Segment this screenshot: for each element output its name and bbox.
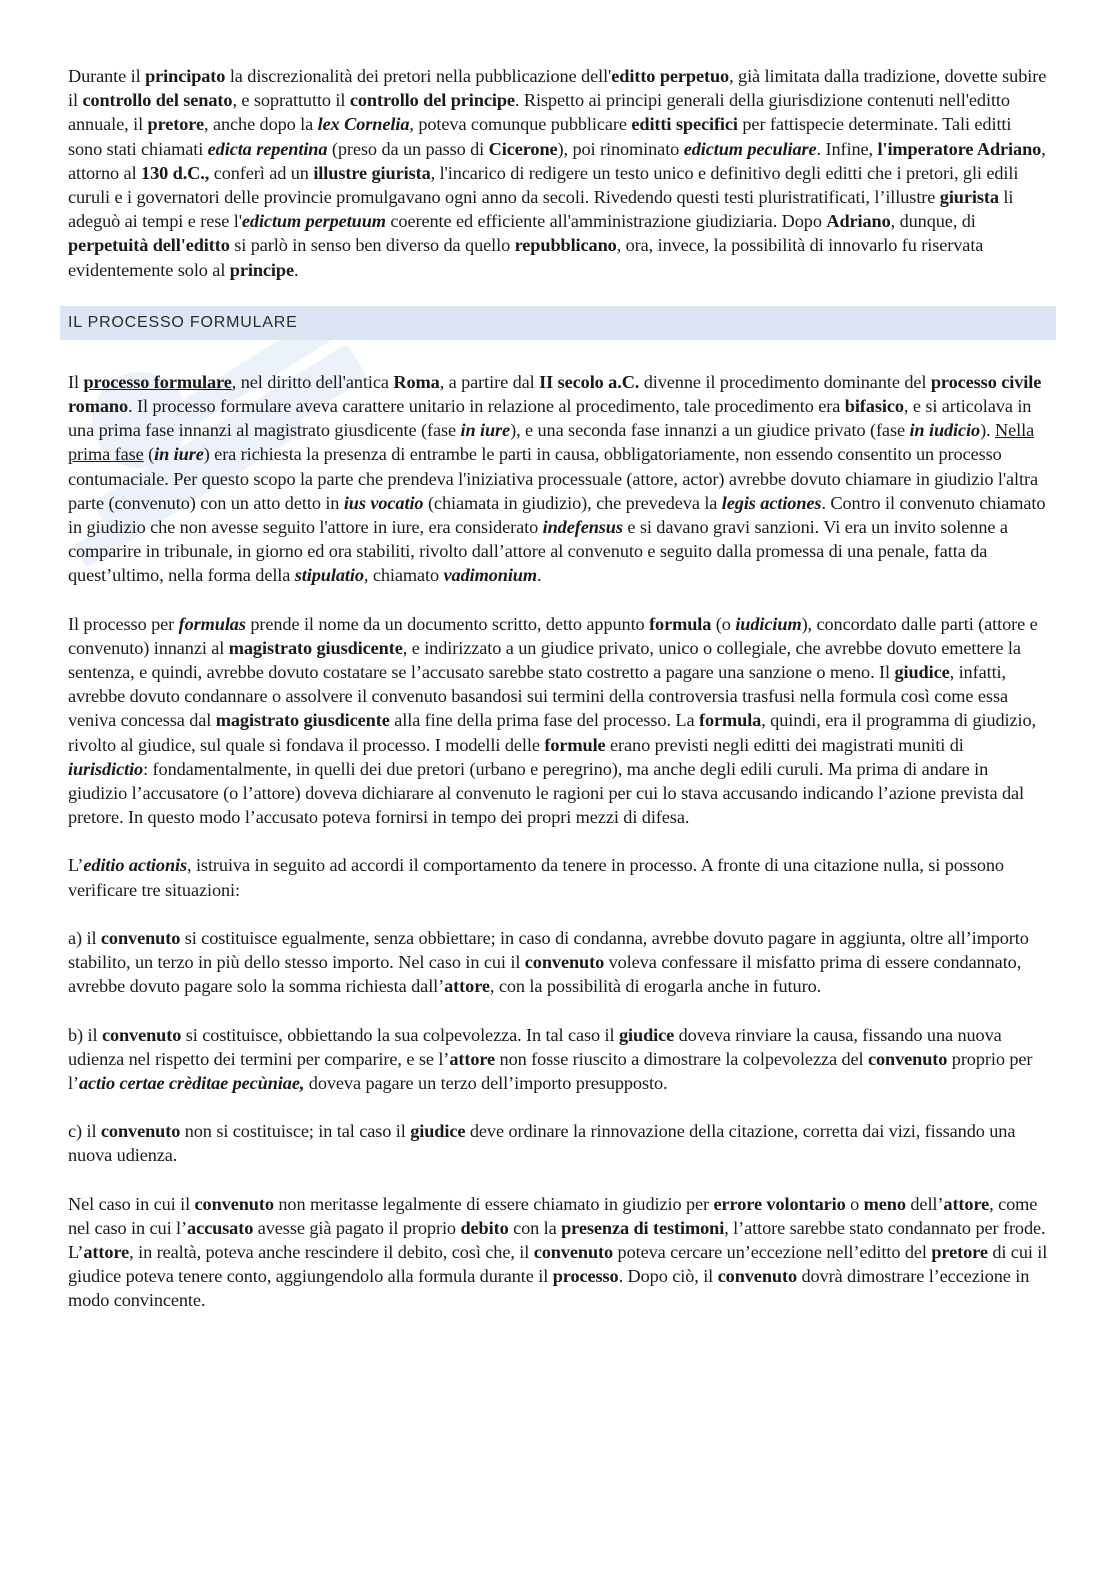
text-run: , quindi, era il programma di giudizio, rivolto al giudice, sul quale si fondava il processo. I modelli delle: [68, 710, 1037, 755]
text-run: Il: [68, 371, 84, 392]
text-run: , a partire dal: [439, 371, 540, 392]
text-run: debito: [460, 1217, 509, 1238]
paragraph-processo-formulare: [68, 370, 1048, 588]
text-run: , come nel caso in cui l’: [68, 1193, 1038, 1238]
text-run: legis actiones: [721, 492, 822, 513]
text-run: dell’: [905, 1193, 944, 1214]
text-run: in iure: [154, 444, 204, 465]
text-run: principe: [229, 259, 294, 280]
text-run: ), concordato dalle parti (attore e convenuto) innanzi al: [68, 613, 1038, 658]
text-run: magistrato giusdicente: [228, 637, 403, 658]
text-run: iudicium: [735, 613, 802, 634]
text-run: convenuto: [867, 1048, 948, 1069]
text-run: avesse già pagato il proprio: [253, 1217, 461, 1238]
text-run: Durante il: [68, 66, 146, 86]
document-page: [68, 64, 1048, 1337]
text-run: , infatti, avrebbe dovuto condannare o assolvere il convenuto basandosi sui termini della controversia trasfusi nella formula così come essa veniva concessa dal: [68, 662, 1008, 731]
text-run: o: [845, 1193, 864, 1214]
text-run: convenuto: [101, 1024, 182, 1045]
text-run: . Dopo ciò, il: [618, 1266, 718, 1287]
text-run: giudice: [894, 662, 950, 683]
text-run: proprio per l’: [68, 1048, 1033, 1093]
text-run: , ora, invece, la possibilità di innovarlo fu riservata evidentemente solo al: [68, 235, 984, 280]
text-run: (preso da un passo di: [327, 138, 489, 159]
text-run: coerente ed efficiente all'amministrazione giudiziaria. Dopo: [385, 211, 827, 232]
text-run: formulas: [178, 613, 246, 634]
text-run: doveva pagare un terzo dell’importo presupposto.: [304, 1072, 668, 1093]
text-run: di cui il giudice poteva tenere conto, aggiungendolo alla formula durante il: [68, 1241, 1048, 1287]
text-run: . Rispetto ai principi generali della giurisdizione contenuti nell'editto annuale, il: [68, 90, 1010, 135]
text-run: errore volontario: [713, 1193, 846, 1214]
section-heading: IL PROCESSO FORMULARE: [60, 306, 1056, 340]
text-run: conferì ad un: [209, 162, 314, 183]
text-run: b) il: [68, 1024, 102, 1045]
text-run: principato: [145, 66, 226, 86]
text-run: convenuto: [100, 1121, 181, 1142]
text-run: e si davano gravi sanzioni. Vi era un invito solenne a comparire in tribunale, in giorno ed ora stabiliti, rivolto dall’attore al convenuto e seguito dalla promessa di una penale, fatta da quest’ultimo, nella forma della: [68, 517, 1008, 586]
text-run: ).: [980, 420, 996, 441]
text-run: poteva cercare un’eccezione nell’editto del: [613, 1241, 932, 1262]
text-run: , l’attore sarebbe stato condannato per frode. L’: [68, 1217, 1046, 1262]
text-run: giudice: [410, 1121, 466, 1142]
text-run: . Il processo formulare aveva carattere unitario in relazione al procedimento, tale procedimento era: [128, 396, 845, 417]
text-run: magistrato giusdicente: [215, 710, 390, 731]
text-run: ) era richiesta la presenza di entrambe le parti in causa, obbligatoriamente, non essendo consentito un processo contumaciale. Per questo scopo la parte che prendeva l'iniziativa processuale (attore, actor) avrebbe dovuto chiamare in giudizio l'altra parte (convenuto) con un atto detto in: [68, 444, 1039, 513]
text-run: prende il nome da un documento scritto, detto appunto: [245, 613, 650, 634]
text-run: Adriano: [826, 211, 891, 232]
text-run: indefensus: [542, 517, 623, 538]
text-run: giurista: [939, 187, 999, 208]
paragraph-situazione-b: [68, 1023, 1048, 1096]
text-run: , attorno al: [68, 138, 1046, 183]
text-run: , poteva comunque pubblicare: [409, 114, 632, 135]
text-run: meno: [863, 1193, 906, 1214]
text-run: si costituisce egualmente, senza obbiettare; in caso di condanna, avrebbe dovuto pagare in aggiunta, oltre all’importo stabilito, un terzo in più dello stesso importo. Nel caso in cui il: [68, 927, 1029, 973]
text-run: la discrezionalità dei pretori nella pubblicazione dell': [225, 66, 612, 86]
text-run: controllo del senato: [82, 90, 233, 111]
text-run: . Contro il convenuto chiamato in giudizio che non avesse seguito l'attore in iure, era considerato: [68, 492, 1046, 538]
text-run: Il processo per: [68, 613, 179, 634]
text-run: actio certae crèditae pecùniae,: [78, 1072, 305, 1093]
text-run: ), e una seconda fase innanzi a un giudice privato (fase: [510, 420, 910, 441]
text-run: divenne il procedimento dominante del: [639, 371, 931, 392]
text-run: repubblicano: [514, 235, 617, 256]
text-run: , nel diritto dell'antica: [231, 371, 394, 392]
text-run: deve ordinare la rinnovazione della citazione, corretta dai vizi, fissando una nuova udienza.: [68, 1121, 1016, 1166]
text-run: presenza di testimoni: [561, 1217, 725, 1238]
text-run: si costituisce, obbiettando la sua colpevolezza. In tal caso il: [181, 1024, 619, 1045]
text-run: attore: [449, 1048, 496, 1069]
text-run: edicta repentina: [207, 138, 328, 159]
text-run: attore: [943, 1193, 990, 1214]
text-run: ), poi rinominato: [557, 138, 684, 159]
text-run: , anche dopo la: [204, 114, 318, 135]
text-run: controllo del principe: [349, 90, 515, 111]
text-run: perpetuità dell'editto: [68, 235, 230, 256]
text-run: (chiamata in giudizio), che prevedeva la: [423, 492, 722, 513]
text-run: (: [143, 444, 155, 465]
text-run: processo civile romano: [68, 371, 1042, 417]
text-run: , con la possibilità di erogarla anche in futuro.: [489, 976, 822, 997]
text-run: , e soprattutto il: [232, 90, 350, 111]
text-run: ius vocatio: [343, 492, 424, 513]
text-run: , e indirizzato a un giudice privato, unico o collegiale, che avrebbe dovuto emettere la sentenza, e quindi, avrebbe dovuto costatare se l’accusato sarebbe stato costretto a pagare una sanzione o meno. Il: [68, 637, 1021, 683]
text-run: doveva rinviare la causa, fissando una nuova udienza nel rispetto dei termini per comparire, e se l’: [68, 1024, 1002, 1069]
text-run: non fosse riuscito a dimostrare la colpevolezza del: [495, 1048, 868, 1069]
text-run: , chiamato: [363, 565, 444, 586]
text-run: editto perpetuo: [611, 66, 730, 86]
text-run: Cicerone: [488, 138, 558, 159]
text-run: li adeguò ai tempi e rese l': [68, 187, 1014, 232]
text-run: attore: [83, 1241, 130, 1262]
text-run: si parlò in senso ben diverso da quello: [229, 235, 515, 256]
text-run: a) il: [68, 927, 101, 948]
text-run: in iure: [460, 420, 511, 441]
text-run: Roma: [393, 371, 440, 392]
paragraph-editto: [68, 64, 1048, 282]
text-run: lex Cornelia: [317, 114, 410, 135]
text-run: 130 d.C.,: [141, 162, 210, 183]
text-run: , istruiva in seguito ad accordi il comportamento da tenere in processo. A fronte di una citazione nulla, si possono verificare tre situazioni:: [68, 855, 1004, 900]
text-run: stipulatio: [294, 565, 364, 586]
text-run: non si costituisce; in tal caso il: [180, 1121, 411, 1142]
text-run: formule: [544, 734, 606, 755]
text-run: Nel caso in cui il: [68, 1193, 195, 1214]
text-run: .: [293, 259, 299, 280]
text-run: erano previsti negli editti dei magistrati muniti di: [605, 734, 964, 755]
text-run: accusato: [187, 1217, 254, 1238]
text-run: illustre giurista: [313, 162, 431, 183]
text-run: edictum perpetuum: [241, 211, 386, 232]
text-run: voleva confessare il misfatto prima di essere condannato, avrebbe dovuto pagare solo la somma richiesta dall’: [68, 952, 1022, 997]
text-run: con la: [508, 1217, 562, 1238]
text-run: pretore: [147, 114, 205, 135]
text-run: iurisdictio: [68, 758, 144, 779]
text-run: processo formulare: [83, 371, 232, 392]
text-run: bifasico: [844, 396, 904, 417]
text-run: , e si articolava in una prima fase innanzi al magistrato giusdicente (fase: [68, 396, 1032, 441]
text-run: Nella prima fase: [68, 420, 1035, 465]
text-run: edictum peculiare: [683, 138, 817, 159]
text-run: convenuto: [533, 1241, 614, 1262]
text-run: formula: [649, 613, 712, 634]
paragraph-editio-actionis: [68, 853, 1048, 901]
paragraph-situazione-a: [68, 926, 1048, 999]
text-run: . Infine,: [816, 138, 878, 159]
text-run: alla fine della prima fase del processo. La: [389, 710, 699, 731]
text-run: non meritasse legalmente di essere chiamato in giudizio per: [273, 1193, 714, 1214]
text-run: in iudicio: [909, 420, 981, 441]
text-run: L’: [68, 855, 84, 876]
text-run: pretore: [931, 1241, 988, 1262]
text-run: formula: [698, 710, 762, 731]
paragraph-situazione-c: [68, 1119, 1048, 1167]
text-run: editio actionis: [83, 855, 188, 876]
text-run: giudice: [618, 1024, 675, 1045]
text-run: convenuto: [524, 952, 605, 973]
text-run: attore: [444, 976, 490, 997]
text-run: convenuto: [194, 1193, 274, 1214]
text-run: , dunque, di: [890, 211, 976, 232]
text-run: editti specifici: [631, 114, 738, 135]
text-run: c) il: [68, 1121, 101, 1142]
text-run: II secolo a.C.: [539, 371, 640, 392]
text-run: l'imperatore Adriano: [877, 138, 1042, 159]
paragraph-eccezione: [68, 1192, 1048, 1313]
text-run: , in realtà, poteva anche rescindere il debito, così che, il: [129, 1241, 534, 1262]
text-run: .: [536, 565, 542, 586]
text-run: vadimonium: [443, 565, 537, 586]
text-run: , già limitata dalla tradizione, dovette subire il: [68, 66, 1047, 111]
text-run: processo: [552, 1266, 619, 1287]
text-run: , l'incarico di redigere un testo unico e definitivo degli editti che i pretori, gli edili curuli e i governatori delle provincie promulgavano ogni anno da secoli. Rivedendo questi testi pluristratificati, l’illustre: [68, 162, 1019, 208]
paragraph-formulas: [68, 612, 1048, 830]
text-run: convenuto: [100, 927, 181, 948]
text-run: convenuto: [717, 1266, 797, 1287]
text-run: per fattispecie determinate. Tali editti sono stati chiamati: [68, 114, 1012, 159]
text-run: (o: [711, 613, 736, 634]
text-run: : fondamentalmente, in quelli dei due pretori (urbano e peregrino), ma anche degli edili curuli. Ma prima di andare in giudizio l’accusatore (o l’attore) doveva dichiarare al convenuto le ragioni per cui lo stava accusando indicando l’azione prevista dal pretore. In questo modo l’accusato poteva fornirsi in tempo dei propri mezzi di difesa.: [68, 758, 1025, 828]
text-run: dovrà dimostrare l’eccezione in modo convincente.: [68, 1266, 1030, 1311]
